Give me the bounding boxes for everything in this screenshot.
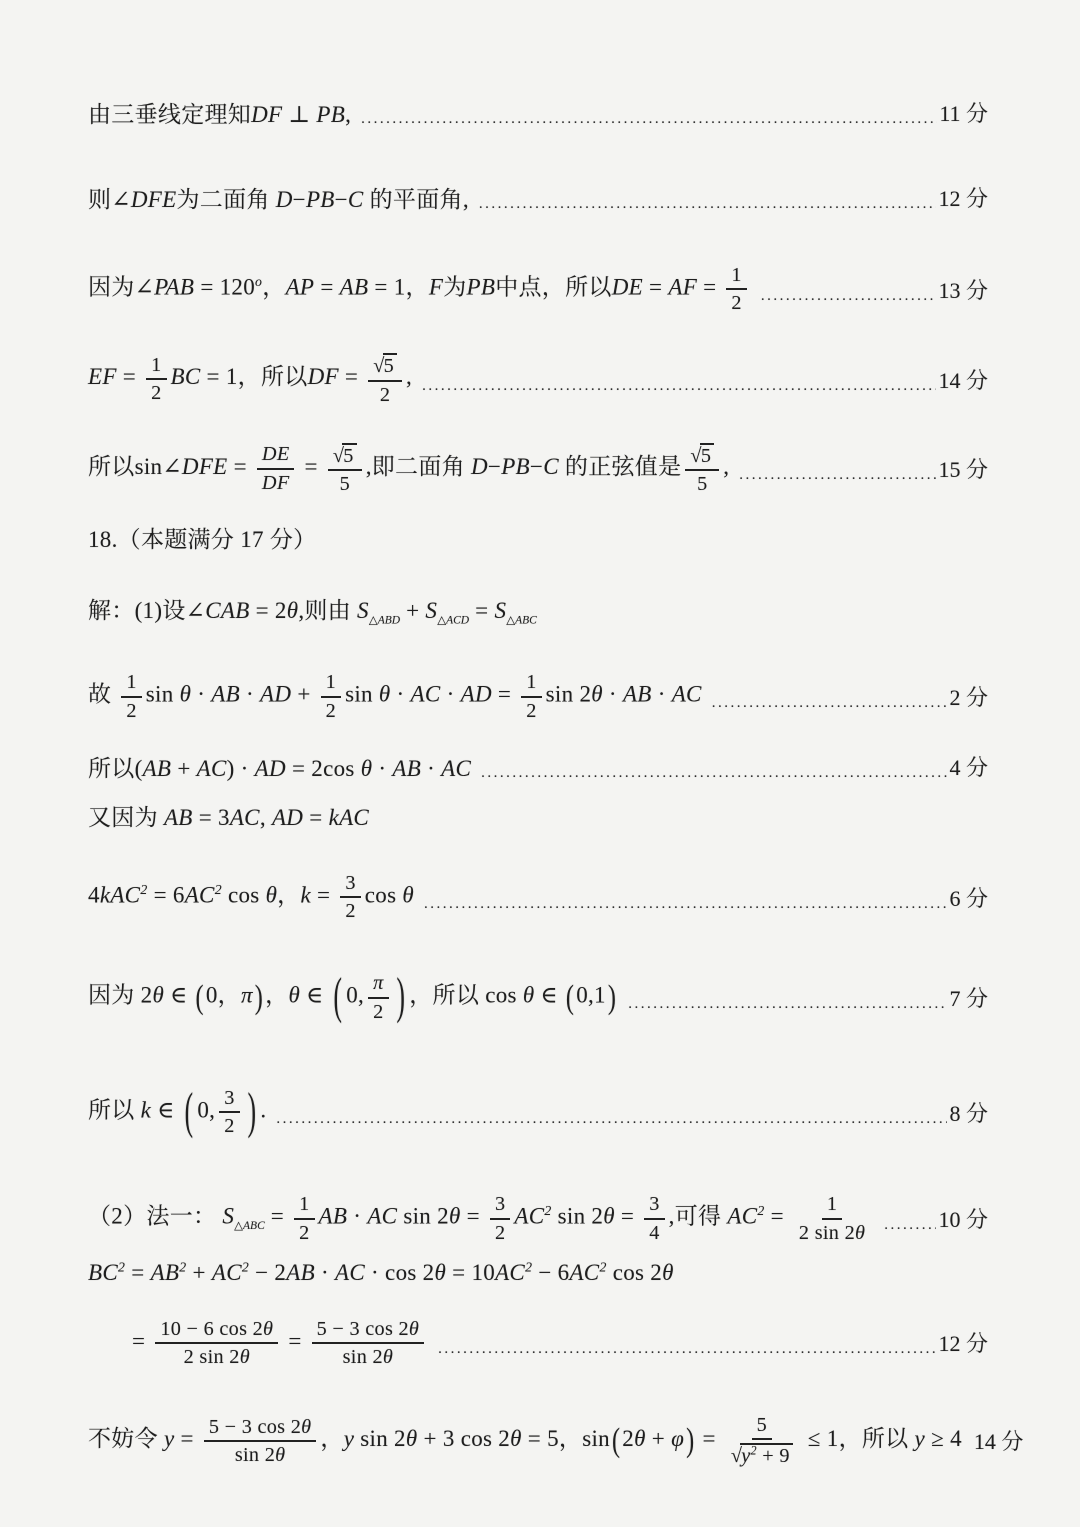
solution-line-6	[88, 521, 988, 554]
solution-lines	[88, 96, 1024, 1468]
solution-line-8	[88, 671, 988, 721]
math-expression: 因为∠PAB = $120^o$，AP = AB = 1，F为PB中点，所以DE = AF = $\frac{1}{2}$	[88, 264, 751, 314]
solution-line-5	[88, 442, 988, 495]
math-expression: 又因为 AB = 3AC, AD = kAC	[88, 804, 370, 830]
radical: √5	[373, 353, 397, 376]
math-expression: 则∠DFE为二面角 D−PB−C 的平面角,	[88, 187, 469, 212]
solution-line-15	[88, 1260, 988, 1286]
fraction: $\frac{5 - 3 \cos 2\theta}{\sin 2\theta}$	[204, 1416, 317, 1466]
math-expression: 所以 k ∈ ( 0, $\frac{3}{2}$ ) .	[88, 1083, 267, 1140]
solution-line-17	[88, 1414, 1024, 1468]
solution-line-12	[88, 968, 988, 1025]
math-expression: 故 $\frac{1}{2}$ sin θ · AB · AD + $\frac{1}{2}$ sin θ · AC · AD = $\frac{1}{2}$ sin 2θ · AB · AC	[88, 671, 702, 722]
fraction: $\frac{3}{2}$	[340, 872, 360, 922]
math-expression: $4kAC^2 = 6AC^2$ cos θ，k = $\frac{3}{2}$ cos θ	[88, 871, 415, 923]
math-expression: 解：(1)设∠CAB = 2θ,则由 $S_{\triangle ABD} + S_{\triangle ACD} = S_{\triangle ABC}$	[88, 598, 537, 627]
score-label: 4 分	[949, 754, 988, 780]
solution-line-14	[88, 1193, 988, 1243]
dotted-leader	[712, 695, 948, 712]
math-expression: 18.（本题满分 17 分）	[88, 527, 317, 553]
math-expression: 由三垂线定理知DF ⊥ PB,	[88, 102, 352, 127]
solution-line-2	[88, 181, 988, 214]
fraction: $\frac{1}{2 \sin 2\theta}$	[798, 1193, 866, 1244]
dotted-leader	[481, 765, 947, 782]
solution-line-9	[88, 750, 988, 783]
fraction: $\frac{DE}{DF}$	[257, 443, 295, 493]
score-label: 2 分	[949, 685, 988, 711]
score-label: 14 分	[938, 367, 988, 393]
radical: $√y^2 + 9$	[731, 1443, 793, 1466]
math-expression: 所以sin∠DFE = $\frac{DE}{DF}$ = $\frac{√5}{5}$ ,即二面角 D−PB−C 的正弦值是 $\frac{√5}{5}$ ,	[88, 443, 730, 496]
fraction: $\frac{1}{2}$	[726, 264, 746, 314]
math-expression: 所以(AB + AC) · AD = 2cos θ · AB · AC	[88, 755, 472, 781]
fraction: $\frac{1}{2}$	[321, 671, 341, 721]
fraction: $\frac{1}{2}$	[521, 671, 541, 721]
radical: √5	[690, 443, 714, 466]
dotted-leader	[479, 196, 937, 213]
fraction: $\frac{√5}{5}$	[685, 442, 719, 495]
dotted-leader	[438, 1341, 936, 1358]
math-expression: EF = $\frac{1}{2}$ BC = 1，所以DF = $\frac{√5}{2}$ ,	[88, 353, 413, 406]
dotted-leader	[422, 378, 936, 395]
fraction: $\frac{√5}{5}$	[328, 442, 362, 495]
solution-line-1	[88, 96, 988, 129]
fraction: $\frac{5}{√y^2 + 9}$	[726, 1414, 798, 1467]
fraction: $\frac{3}{2}$	[219, 1087, 239, 1137]
dotted-leader	[761, 288, 937, 305]
fraction: $\frac{1}{2}$	[121, 671, 141, 721]
score-label: 10 分	[938, 1207, 988, 1233]
solution-line-7	[88, 592, 988, 625]
dotted-leader	[424, 896, 947, 913]
score-label: 13 分	[938, 277, 988, 303]
dotted-leader	[884, 1217, 936, 1234]
solution-line-11	[88, 872, 988, 922]
math-expression: $BC^2 = AB^2 + AC^2 - 2AB$ · AC · $\cos 2\theta = 10AC^2 - 6AC^2$ cos 2θ	[88, 1259, 674, 1285]
score-label: 12 分	[938, 186, 988, 211]
radical: √5	[333, 443, 357, 466]
fraction: $\frac{1}{2}$	[146, 354, 166, 404]
dotted-leader	[628, 996, 947, 1013]
dotted-leader	[361, 111, 937, 128]
score-label: 14 分	[973, 1429, 1024, 1455]
math-expression: （2）法一： $S_{\triangle ABC}$ = $\frac{1}{2}$ AB · AC sin 2θ = $\frac{3}{2}$ $AC^2$ sin 2θ = $\frac{3}{4}$ ,可得 $AC^2$ = $\frac{1}{2 \sin 2\theta}$	[88, 1193, 874, 1243]
solution-line-4	[88, 352, 988, 405]
score-label: 11 分	[939, 101, 988, 126]
solution-line-10	[88, 799, 988, 832]
score-label: 7 分	[949, 986, 988, 1012]
math-expression: 因为 2θ ∈ (0，π)，θ ∈ ( 0, $\frac{\pi}{2}$ ) ，所以 cos θ ∈ (0,1)	[88, 968, 617, 1025]
fraction: $\frac{10 - 6 \cos 2\theta}{2 \sin 2\theta}$	[155, 1318, 278, 1368]
score-label: 8 分	[949, 1100, 988, 1126]
fraction: $\frac{√5}{2}$	[368, 352, 402, 405]
fraction: $\frac{3}{4}$	[644, 1193, 664, 1243]
score-label: 15 分	[938, 457, 988, 483]
fraction: $\frac{\pi}{2}$	[368, 972, 388, 1022]
score-label: 12 分	[938, 1331, 988, 1357]
math-expression: = $\frac{10 - 6 \cos 2\theta}{2 \sin 2\theta}$ = $\frac{5 - 3 \cos 2\theta}{\sin 2\theta}$	[132, 1318, 428, 1368]
dotted-leader	[739, 467, 936, 484]
fraction: $\frac{3}{2}$	[490, 1193, 510, 1243]
solution-line-13	[88, 1083, 988, 1140]
fraction: $\frac{1}{2}$	[294, 1193, 314, 1243]
fraction: $\frac{5 - 3 \cos 2\theta}{\sin 2\theta}$	[312, 1318, 425, 1368]
dotted-leader	[276, 1111, 947, 1128]
score-label: 6 分	[949, 885, 988, 911]
math-expression: 不妨令 y = $\frac{5 - 3 \cos 2\theta}{\sin 2\theta}$ ，y sin 2θ + 3 cos 2θ = 5，sin(2θ + φ) = $\frac{5}{√y^2 + 9}$ ≤ 1，所以 y ≥ 4	[88, 1414, 962, 1468]
solution-line-16	[88, 1318, 988, 1368]
solution-line-3	[88, 264, 988, 314]
